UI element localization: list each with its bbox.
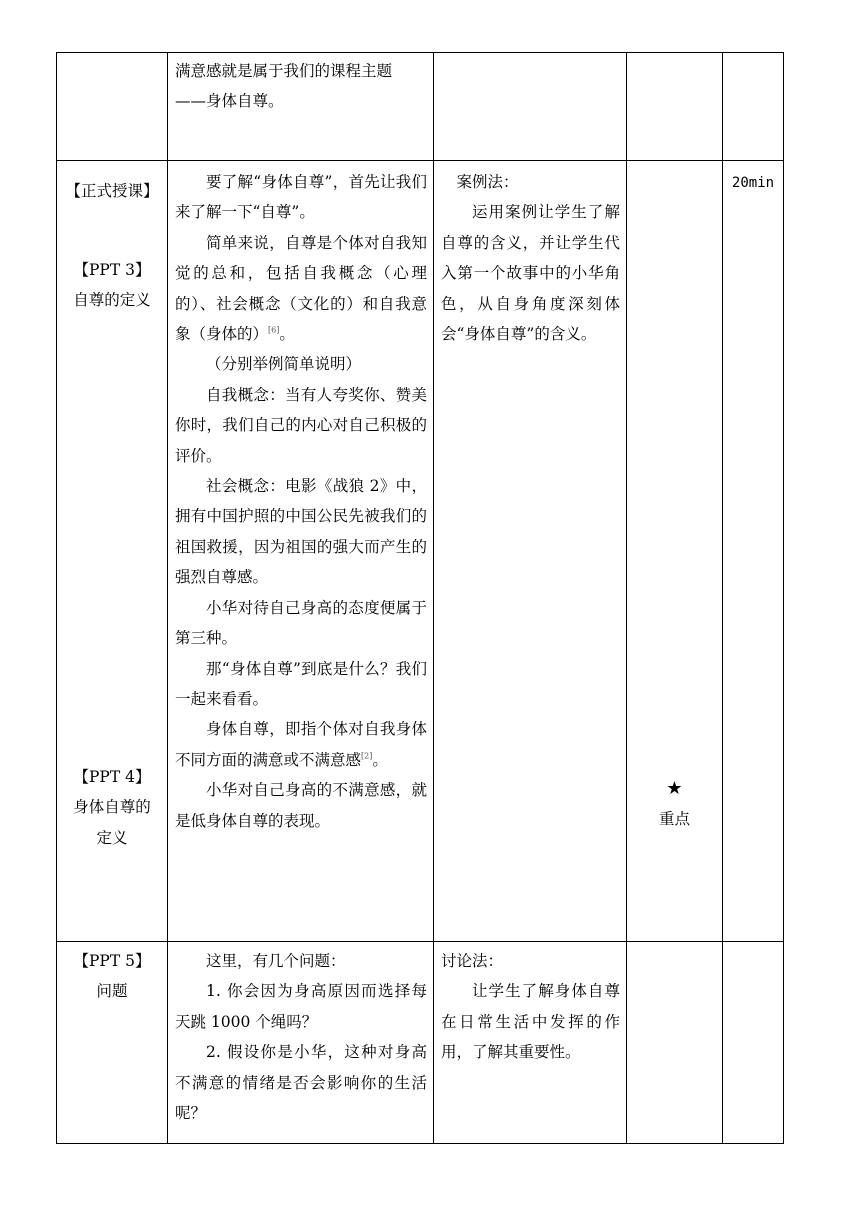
- content-paragraph: 小华对自己身高的不满意感，就是低身体自尊的表现。: [175, 781, 427, 830]
- col-divider-4: [722, 52, 723, 1144]
- row-divider-2: [56, 941, 784, 942]
- row-divider-1: [56, 160, 784, 161]
- content-paragraph: 那“身体自尊”到底是什么？我们一起来看看。: [175, 659, 427, 708]
- content-paragraph: 简单来说，自尊是个体对自我知觉的总和，包括自我概念（心理的）、社会概念（文化的）和自我意象（身体的）[6]。: [175, 233, 427, 344]
- ppt3-number: 【PPT 3】: [73, 261, 151, 279]
- method-description: 让学生了解身体自尊在日常生活中发挥的作用，了解其重要性。: [441, 982, 620, 1062]
- col-divider-3: [626, 52, 627, 1144]
- citation-ref: [6]: [268, 325, 280, 335]
- method-description: 运用案例让学生了解自尊的含义，并让学生代入第一个故事中的小华角色，从自身角度深刻体会“身体自尊”的含义。: [441, 203, 620, 344]
- content-paragraph: 1. 你会因为身高原因而选择每天跳 1000 个绳吗？: [175, 982, 427, 1031]
- table-border-left: [56, 52, 57, 1144]
- ppt4-title: 身体自尊的定义: [73, 798, 151, 847]
- content-paragraph: 小华对待自己身高的态度便属于第三种。: [175, 598, 427, 648]
- ppt3-label: [58, 255, 166, 316]
- ppt5-number: 【PPT 5】: [73, 952, 151, 970]
- table-border-top: [56, 52, 784, 53]
- star-icon: ★: [666, 778, 683, 799]
- time-value: 20min: [731, 175, 775, 191]
- ppt4-label: [58, 762, 166, 853]
- ppt5-title: 问题: [96, 982, 128, 1001]
- content-paragraph: 身体自尊，即指个体对自我身体不同方面的满意或不满意感[2]。: [175, 720, 427, 769]
- row3-method-cell: [441, 946, 620, 1068]
- key-point-label: 重点: [658, 810, 690, 829]
- row3-content-cell: [175, 946, 427, 1128]
- key-point-cell: [627, 774, 722, 835]
- row1-content-line2: ——身体自尊。: [175, 92, 284, 111]
- ppt3-title: 自尊的定义: [73, 291, 151, 310]
- content-paragraph: 这里，有几个问题：: [206, 952, 346, 970]
- row1-content-line1: 满意感就是属于我们的课程主题: [175, 62, 393, 80]
- row2-method-cell: [441, 167, 620, 349]
- row1-content-cell: [175, 56, 427, 117]
- method-name: 讨论法：: [441, 952, 504, 970]
- ppt5-label: [58, 946, 166, 1007]
- content-paragraph: 2. 假设你是小华，这种对身高不满意的情绪是否会影响你的生活呢？: [175, 1043, 427, 1123]
- ppt4-number: 【PPT 4】: [73, 768, 151, 786]
- row2-content-cell: [175, 167, 427, 836]
- content-paragraph: （分别举例简单说明）: [206, 355, 362, 374]
- content-paragraph: 社会概念：电影《战狼 2》中，拥有中国护照的中国公民先被我们的祖国救援，因为祖国的强大而产生的强烈自尊感。: [175, 477, 427, 587]
- method-name: 案例法：: [456, 173, 519, 191]
- table-border-right: [783, 52, 784, 1144]
- table-border-bottom: [56, 1143, 784, 1144]
- col-divider-2: [433, 52, 434, 1144]
- time-cell: [723, 167, 783, 198]
- content-paragraph: 自我概念：当有人夸奖你、赞美你时，我们自己的内心对自己积极的评价。: [175, 385, 427, 465]
- stage-label: 【正式授课】: [65, 182, 159, 200]
- citation-ref: [2]: [361, 751, 373, 761]
- content-paragraph: 要了解“身体自尊”，首先让我们来了解一下“自尊”。: [175, 173, 427, 222]
- col-divider-1: [167, 52, 168, 1144]
